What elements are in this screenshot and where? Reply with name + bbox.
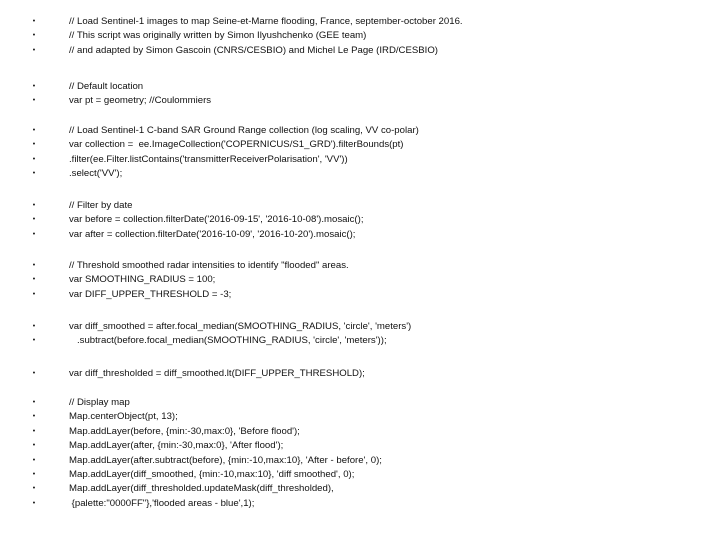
- code-line: [30, 482, 700, 496]
- bullet-icon: •: [32, 202, 36, 209]
- code-line: [30, 167, 700, 181]
- code-block-display-map: [30, 396, 700, 511]
- code-line: [30, 259, 700, 273]
- bullet-icon: •: [32, 262, 36, 269]
- bullet-icon: •: [32, 470, 36, 478]
- code-block-default-location: [30, 80, 700, 109]
- code-text: Map.addLayer(after, {min:-30,max:0}, 'After flood');: [69, 440, 284, 452]
- code-text: // Display map: [69, 397, 130, 408]
- code-line: [30, 124, 700, 138]
- code-text: {palette:"0000FF"},'flooded areas - blue',1);: [69, 497, 255, 509]
- code-block-filter-by-date: [30, 199, 700, 242]
- code-block-threshold-constants: [30, 259, 700, 302]
- code-text: // Load Sentinel-1 C-band SAR Ground Range collection (log scaling, VV co-polar): [69, 125, 419, 136]
- code-text: Map.addLayer(diff_thresholded.updateMask(diff_thresholded),: [69, 483, 334, 495]
- code-line: [30, 439, 700, 453]
- code-line: [30, 468, 700, 482]
- bullet-icon: •: [32, 141, 36, 149]
- bullet-icon: •: [32, 170, 36, 178]
- code-text: .subtract(before.focal_median(SMOOTHING_RADIUS, 'circle', 'meters'));: [69, 335, 387, 347]
- code-text: // Threshold smoothed radar intensities to identify "flooded" areas.: [69, 260, 349, 271]
- code-text: Map.addLayer(before, {min:-30,max:0}, 'Before flood');: [69, 425, 300, 437]
- bullet-icon: •: [32, 18, 36, 25]
- bullet-icon: •: [32, 413, 36, 421]
- code-block-header-comments: [30, 15, 700, 58]
- code-line: [30, 410, 700, 424]
- code-line: [30, 367, 700, 381]
- code-line: [30, 273, 700, 287]
- code-block-diff-smoothed: [30, 320, 700, 349]
- bullet-icon: •: [32, 456, 36, 464]
- code-text: // Load Sentinel-1 images to map Seine-et-Marne flooding, France, september-october 2016.: [69, 16, 463, 27]
- code-text: var diff_thresholded = diff_smoothed.lt(DIFF_UPPER_THRESHOLD);: [69, 368, 365, 379]
- code-line: [30, 138, 700, 152]
- bullet-icon: •: [32, 216, 36, 224]
- code-text: var pt = geometry; //Coulommiers: [69, 95, 212, 107]
- code-line: [30, 228, 700, 242]
- bullet-icon: •: [32, 230, 36, 238]
- bullet-icon: •: [32, 399, 36, 406]
- bullet-icon: •: [32, 290, 36, 298]
- code-block-load-collection: [30, 124, 700, 182]
- code-line: [30, 497, 700, 511]
- bullet-icon: •: [32, 485, 36, 493]
- code-text: // Filter by date: [69, 200, 133, 211]
- code-text: var after = collection.filterDate('2016-10-09', '2016-10-20').mosaic();: [69, 228, 356, 240]
- bullet-icon: •: [32, 83, 36, 90]
- bullet-icon: •: [32, 155, 36, 163]
- code-text: var SMOOTHING_RADIUS = 100;: [69, 274, 216, 286]
- code-line: [30, 94, 700, 108]
- bullet-icon: •: [32, 323, 36, 330]
- code-line: [30, 454, 700, 468]
- bullet-icon: •: [32, 427, 36, 435]
- code-line: [30, 425, 700, 439]
- code-text: Map.centerObject(pt, 13);: [69, 411, 178, 423]
- code-line: [30, 15, 700, 29]
- code-line: [30, 44, 700, 58]
- code-line: [30, 396, 700, 410]
- code-line: [30, 320, 700, 334]
- code-text: var DIFF_UPPER_THRESHOLD = -3;: [69, 288, 232, 300]
- bullet-icon: •: [32, 46, 36, 54]
- code-text: var diff_smoothed = after.focal_median(SMOOTHING_RADIUS, 'circle', 'meters'): [69, 321, 412, 332]
- bullet-icon: •: [32, 97, 36, 105]
- code-text: // Default location: [69, 81, 144, 92]
- code-text: // This script was originally written by Simon Ilyushchenko (GEE team): [69, 30, 367, 42]
- code-text: .select('VV');: [69, 168, 123, 180]
- code-text: var before = collection.filterDate('2016-09-15', '2016-10-08').mosaic();: [69, 214, 364, 226]
- code-line: [30, 213, 700, 227]
- code-line: [30, 334, 700, 348]
- code-block-diff-thresholded: [30, 367, 700, 381]
- code-line: [30, 29, 700, 43]
- code-text: var collection = ee.ImageCollection('COPERNICUS/S1_GRD').filterBounds(pt): [69, 139, 404, 151]
- code-text: Map.addLayer(diff_smoothed, {min:-10,max:10}, 'diff smoothed', 0);: [69, 468, 355, 480]
- code-line: [30, 80, 700, 94]
- code-text: // and adapted by Simon Gascoin (CNRS/CESBIO) and Michel Le Page (IRD/CESBIO): [69, 44, 438, 56]
- bullet-icon: •: [32, 337, 36, 345]
- code-line: [30, 288, 700, 302]
- code-line: [30, 153, 700, 167]
- bullet-icon: •: [32, 276, 36, 284]
- bullet-icon: •: [32, 32, 36, 40]
- bullet-icon: •: [32, 499, 36, 507]
- code-text: Map.addLayer(after.subtract(before), {min:-10,max:10}, 'After - before', 0);: [69, 454, 382, 466]
- bullet-icon: •: [32, 127, 36, 134]
- code-text: .filter(ee.Filter.listContains('transmitterReceiverPolarisation', 'VV')): [69, 153, 348, 165]
- bullet-icon: •: [32, 442, 36, 450]
- code-line: [30, 199, 700, 213]
- bullet-icon: •: [32, 370, 36, 377]
